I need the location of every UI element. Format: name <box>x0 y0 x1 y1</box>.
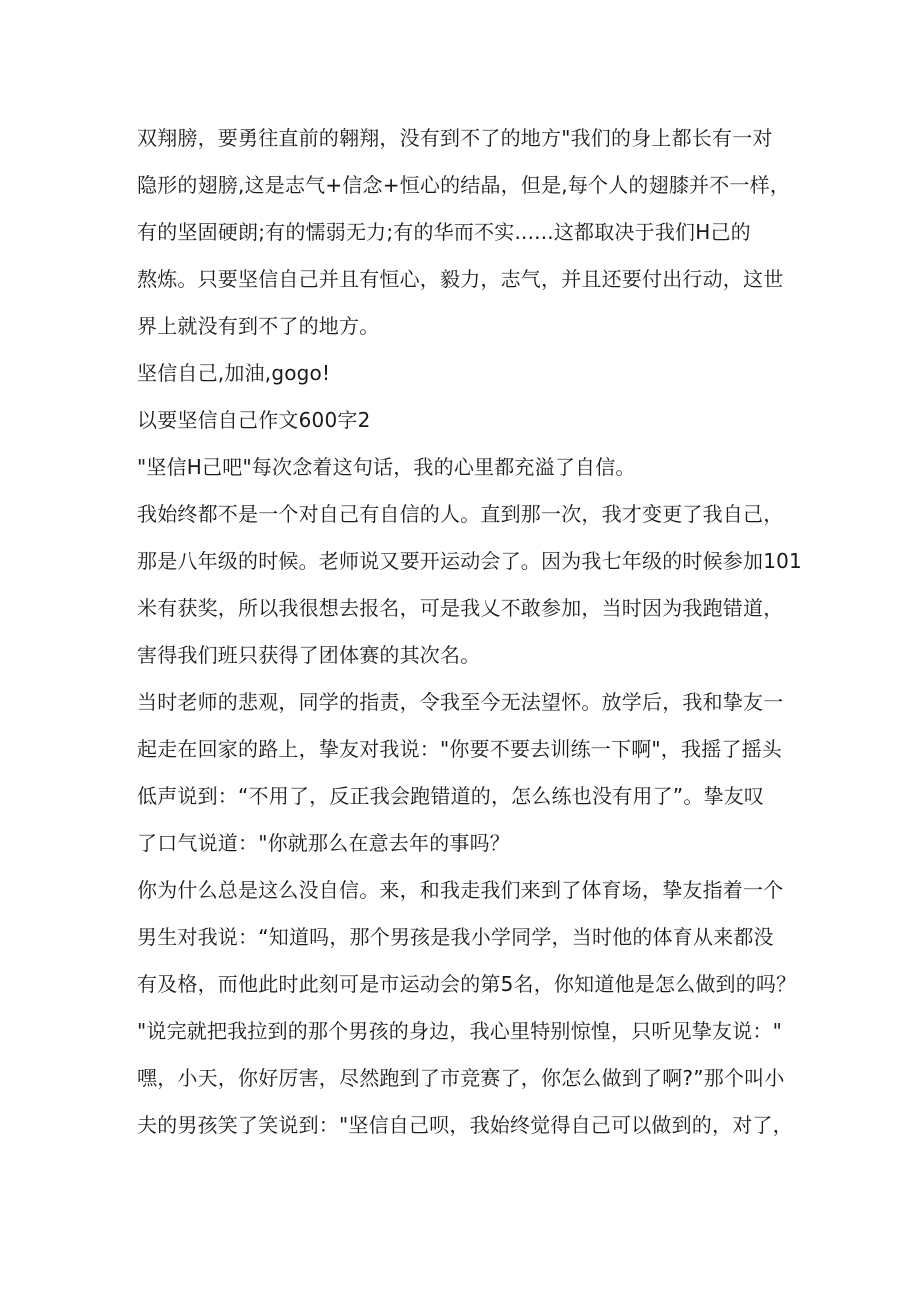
text-line: 我始终都不是一个对自己有自信的人。直到那一次，我才变更了我自己， <box>137 502 784 526</box>
text-line: "说完就把我拉到的那个男孩的身边，我心里特别惊惶，只听见挚友说：" <box>137 1019 782 1043</box>
text-line: 你为什么总是这么没自信。来，和我走我们来到了体育场，挚友指着一个 <box>137 878 784 902</box>
text-line: 那是八年级的时候。老师说又要开运动会了。因为我七年级的时候参加101 <box>137 549 802 573</box>
text-line: 害得我们班只获得了团体赛的其次名。 <box>137 643 481 667</box>
text-line: 有及格，而他此时此刻可是市运动会的第5名，你知道他是怎么做到的吗？ <box>137 972 797 996</box>
text-line: "坚信H己吧"每次念着这句话，我的心里都充溢了自信。 <box>137 455 636 479</box>
text-line: 男生对我说：“知道吗，那个男孩是我小学同学，当时他的体育从来都没 <box>137 925 774 949</box>
text-line: 坚信自己,加油,gogo! <box>137 361 331 385</box>
text-line: 有的坚固硬朗;有的懦弱无力;有的华而不实......这都取决于我们H己的 <box>137 220 751 244</box>
text-line: 夫的男孩笑了笑说到："坚信自己呗，我始终觉得自己可以做到的，对了， <box>137 1113 793 1137</box>
text-line: 界上就没有到不了的地方。 <box>137 314 380 338</box>
text-line: 当时老师的悲观，同学的指责，令我至今无法望怀。放学后，我和挚友一 <box>137 690 784 714</box>
text-line: 隐形的翅膀,这是志气+信念+恒心的结晶，但是,每个人的翅膝并不一样， <box>137 173 791 197</box>
text-line: 起走在回家的路上，挚友对我说："你要不要去训练一下啊"，我摇了摇头 <box>137 737 782 761</box>
text-line: 了口气说道："你就那么在意去年的事吗？ <box>137 831 510 855</box>
text-line: 嘿，小天，你好厉害，尽然跑到了市竞赛了，你怎么做到了啊?”那个叫小 <box>137 1066 785 1090</box>
text-line: 熬炼。只要坚信自己并且有恒心，毅力，志气，并且还要付出行动，这世 <box>137 267 784 291</box>
text-line: 米有获奖，所以我很想去报名，可是我乂不敢参加，当时因为我跑错道， <box>137 596 784 620</box>
section-heading: 以要坚信自己作文600字2 <box>137 408 371 432</box>
text-line: 低声说到：“不用了，反正我会跑错道的，怎么练也没有用了”。挚友叹 <box>137 784 765 808</box>
text-line: 双翔膀，要勇往直前的翱翔，没有到不了的地方"我们的身上都长有一对 <box>137 126 773 150</box>
essay-text <box>137 115 802 1149</box>
